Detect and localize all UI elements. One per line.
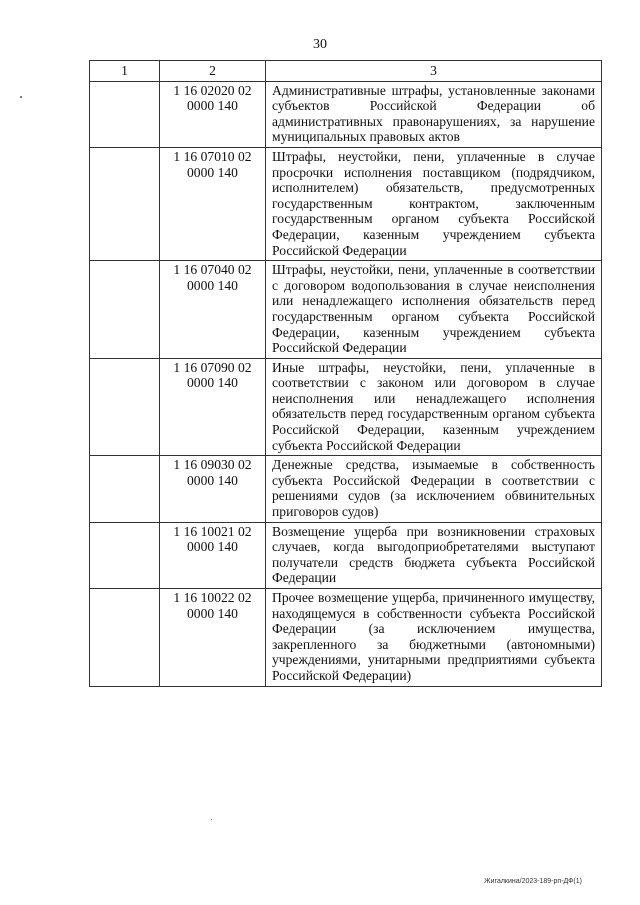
budget-code-cell: [160, 522, 266, 588]
row-number-cell: [90, 522, 160, 588]
scan-speck: [20, 96, 22, 98]
header-col-1: 1: [90, 61, 160, 82]
row-number-cell: [90, 147, 160, 260]
budget-code-line: 0000 140: [187, 539, 238, 555]
table-row: [90, 589, 602, 687]
table-row: [90, 81, 602, 147]
budget-code-line: 0000 140: [187, 277, 238, 293]
revenue-description-cell: Штрафы, неустойки, пени, уплаченные в случае просрочки исполнения поставщиком (подрядчиком, исполнителем) обязательств, предусмотренных государственным контрактом, заключенным государственным органом субъекта Российской Федерации, казенным учреждением субъекта Российской Федерации: [266, 147, 602, 260]
table-row: [90, 358, 602, 456]
revenue-description-cell: Возмещение ущерба при возникновении страховых случаев, когда выгодоприобретателями выступают получатели средств бюджета субъекта Российской Федерации: [266, 522, 602, 588]
budget-code-line: 1 16 10021 02: [173, 523, 252, 539]
revenue-codes-table: [89, 60, 602, 687]
row-number-cell: [90, 261, 160, 359]
header-col-3: 3: [266, 61, 602, 82]
budget-code-cell: [160, 456, 266, 522]
row-number-cell: [90, 358, 160, 456]
budget-code-line: 1 16 07040 02: [173, 262, 252, 278]
page-number: 30: [313, 37, 327, 52]
budget-code-line: 0000 140: [187, 605, 238, 621]
revenue-description-cell: Денежные средства, изымаемые в собственность субъекта Российской Федерации в соответствии с решениями судов (за исключением обвинительных приговоров судов): [266, 456, 602, 522]
budget-code-line: 1 16 07090 02: [173, 359, 252, 375]
table-header-row: [90, 61, 602, 82]
table-body: [90, 81, 602, 686]
budget-code-line: 1 16 02020 02: [173, 82, 252, 98]
row-number-cell: [90, 81, 160, 147]
revenue-description-cell: Прочее возмещение ущерба, причиненного имуществу, находящемуся в собственности субъекта Российской Федерации (за исключением имущества, закрепленного за бюджетными (автономными) учреждениями, унитарными предприятиями субъекта Российской Федерации): [266, 589, 602, 687]
budget-code-cell: [160, 81, 266, 147]
budget-code-line: 0000 140: [187, 98, 238, 114]
row-number-cell: [90, 589, 160, 687]
scan-speck: [211, 819, 212, 820]
budget-code-cell: [160, 589, 266, 687]
revenue-description-cell: Административные штрафы, установленные законами субъектов Российской Федерации об административных правонарушениях, за нарушение муниципальных правовых актов: [266, 81, 602, 147]
table-row: [90, 261, 602, 359]
budget-code-line: 1 16 07010 02: [173, 148, 252, 164]
budget-code-line: 1 16 10022 02: [173, 590, 252, 605]
table-row: [90, 456, 602, 522]
budget-code-line: 0000 140: [187, 375, 238, 391]
budget-code-line: 0000 140: [187, 164, 238, 180]
header-col-2: 2: [160, 61, 266, 82]
table-row: [90, 522, 602, 588]
budget-code-line: 0000 140: [187, 472, 238, 488]
revenue-description-cell: Штрафы, неустойки, пени, уплаченные в соответствии с договором водопользования в случае неисполнения или ненадлежащего исполнения обязательств перед государственным органом субъекта Российской Федерации, казенным учреждением субъекта Российской Федерации: [266, 261, 602, 359]
table-row: [90, 147, 602, 260]
revenue-description-cell: Иные штрафы, неустойки, пени, уплаченные в соответствии с законом или договором в случае неисполнения или ненадлежащего исполнения обязательств перед государственным органом субъекта Российской Федерации, казенным учреждением субъекта Российской Федерации: [266, 358, 602, 456]
budget-code-cell: [160, 147, 266, 260]
budget-code-line: 1 16 09030 02: [173, 457, 252, 473]
row-number-cell: [90, 456, 160, 522]
budget-code-cell: [160, 261, 266, 359]
document-footer: Жигалкина/2023-189-рп-ДФ(1): [484, 878, 582, 885]
budget-code-cell: [160, 358, 266, 456]
